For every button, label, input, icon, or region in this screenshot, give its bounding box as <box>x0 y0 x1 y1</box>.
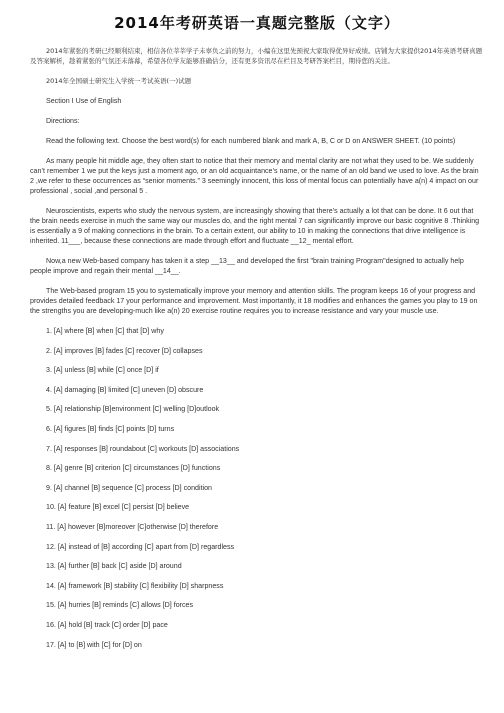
directions-text: Read the following text. Choose the best word(s) for each numbered blank and mark A, B, C or D on ANSWER SHEET. (10 points) <box>46 137 456 145</box>
option-item: 4. [A] damaging [B] limited [C] uneven [D] obscure <box>46 385 204 394</box>
option-item: 7. [A] responses [B] roundabout [C] workouts [D] associations <box>46 444 240 453</box>
page-title: 2014年考研英语一真题完整版（文字） <box>114 14 400 32</box>
option-item: 2. [A] improves [B] fades [C] recover [D] collapses <box>46 346 203 355</box>
passage-paragraph: Now,a new Web-based company has taken it a step __13__ and developed the first "brain training Program"designed to actually help people improve and regain their mental __14__. <box>30 257 464 275</box>
directions-label: Directions: <box>46 117 80 125</box>
passage-paragraph: Neuroscientists, experts who study the nervous system, are increasingly showing that there’s actually a lot that can be done. It 6 out that the brain needs exercise in much the same way our muscles do, and the right mental 7 can significantly improve our basic cognitive 8 .Thinking is essentially a 9 of making connections in the brain. To a certain extent, our ability to 10 in making the connections that drive intelligence is inherited. 11___, because these connections are made through effort and fluctuate __12_ mental effort. <box>30 207 480 245</box>
option-item: 14. [A] framework [B] stability [C] flexibility [D] sharpness <box>46 581 224 590</box>
answer-options-list <box>30 326 484 650</box>
option-item: 6. [A] figures [B] finds [C] points [D] turns <box>46 424 175 433</box>
option-item: 8. [A] genre [B] criterion [C] circumstances [D] functions <box>46 464 221 473</box>
option-item: 15. [A] hurries [B] reminds [C] allows [D] forces <box>46 601 194 610</box>
option-item: 12. [A] instead of [B] according [C] apart from [D] regardless <box>46 542 235 551</box>
option-item: 17. [A] to [B] with [C] for [D] on <box>46 640 142 649</box>
option-item: 9. [A] channel [B] sequence [C] process [D] condition <box>46 483 213 492</box>
option-item: 16. [A] hold [B] track [C] order [D] pace <box>46 620 168 629</box>
exam-heading: 2014年全国硕士研究生入学统一考试英语(一)试题 <box>46 77 192 85</box>
option-item: 3. [A] unless [B] while [C] once [D] if <box>46 366 159 375</box>
section-heading: Section I Use of English <box>46 97 122 105</box>
option-item: 1. [A] where [B] when [C] that [D] why <box>46 327 164 335</box>
option-item: 5. [A] relationship [B]environment [C] welling [D]outlook <box>46 405 220 414</box>
option-item: 10. [A] feature [B] excel [C] persist [D] believe <box>46 503 190 512</box>
passage-paragraph: The Web-based program 15 you to systematically improve your memory and attention skills. The program keeps 16 of your progress and provides detailed feedback 17 your performance and improvement. Most importantly, it 18 modifies and enhances the games you play to 19 on the strengths you are developing-much like a(n) 20 exercise routine requires you to increase resistance and vary your muscle use. <box>30 287 478 315</box>
passage-paragraph: As many people hit middle age, they often start to notice that their memory and mental clarity are not what they used to be. We suddenly can’t remember 1 we put the keys just a moment ago, or an old acquaintance’s name, or the name of an old band we used to love. As the brain 2 ,we refer to these occurrences as “senior moments.” 3 seemingly innocent, this loss of mental focus can potentially have a(n) 4 impact on our professional , social ,and personal 5 . <box>30 157 479 195</box>
intro-paragraph: 2014年紧张的考研已经顺利结束，相信各位莘莘学子未辜负之前的努力，小编在这里先预祝大家取得优异好成绩。店铺为大家提供2014年英语考研真题及答案解析，趁着紧张的气氛还未落幕，希望各位学友能够准确估分，还有更多资讯尽在栏目及考研答案栏目，期待您的关注。 <box>30 47 483 65</box>
option-item: 13. [A] further [B] back [C] aside [D] around <box>46 562 182 571</box>
option-item: 11. [A] however [B]moreover [C]otherwise [D] therefore <box>46 522 219 531</box>
